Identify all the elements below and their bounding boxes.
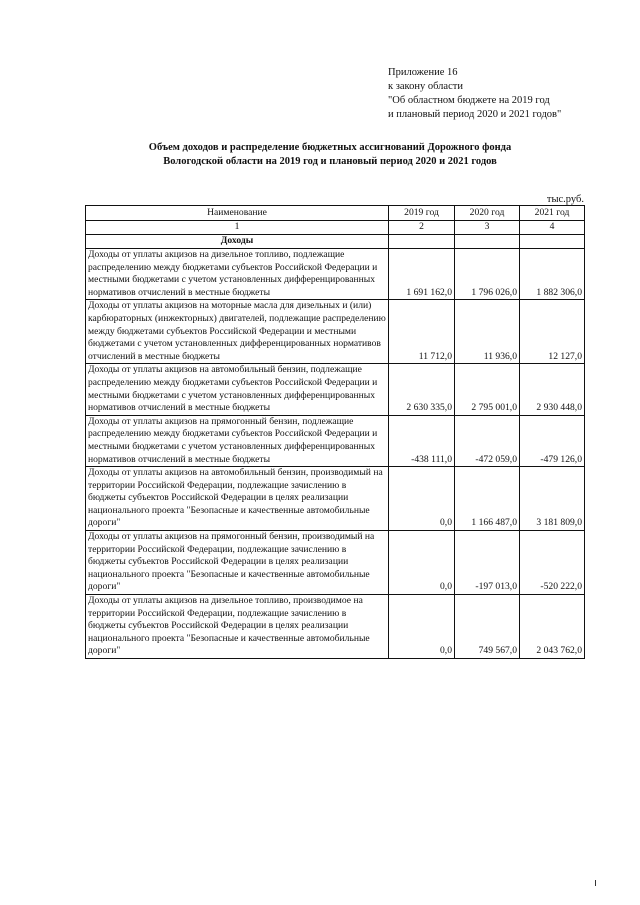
page-mark — [595, 880, 596, 886]
value-2019: 0,0 — [389, 467, 455, 531]
row-name: Доходы от уплаты акцизов на прямогонный бензин, подлежащие распределению между бюджетами субъектов Российской Федерации и местными бюджетами с учетом установленных дифференцированных нормативов отчислений в местные бюджеты — [86, 415, 389, 466]
row-name: Доходы от уплаты акцизов на автомобильный бензин, подлежащие распределению между бюджетами субъектов Российской Федерации и местными бюджетами с учетом установленных дифференцированных нормативов отчислений в местные бюджеты — [86, 364, 389, 415]
header-2021: 2021 год — [520, 206, 585, 221]
value-2019: 0,0 — [389, 531, 455, 595]
value-2021: 2 930 448,0 — [520, 364, 585, 415]
value-2021: -520 222,0 — [520, 531, 585, 595]
empty-cell — [455, 235, 520, 249]
value-2021: 2 043 762,0 — [520, 595, 585, 659]
annex-line-2: к закону области — [388, 81, 463, 92]
column-index: 1 — [86, 221, 389, 235]
row-name: Доходы от уплаты акцизов на дизельное топливо, подлежащие распределению между бюджетами субъектов Российской Федерации и местными бюджетами с учетом установленных дифференцированных нормативов отчислений в местные бюджеты — [86, 249, 389, 300]
value-2020: 2 795 001,0 — [455, 364, 520, 415]
section-row — [86, 235, 585, 249]
annex-reference — [388, 66, 628, 122]
value-2021: 1 882 306,0 — [520, 249, 585, 300]
empty-cell — [520, 235, 585, 249]
value-2019: 11 712,0 — [389, 300, 455, 364]
value-2020: -197 013,0 — [455, 531, 520, 595]
row-name: Доходы от уплаты акцизов на дизельное топливо, производимое на территории Российской Федерации, подлежащие зачислению в бюджеты субъектов Российской Федерации в целях реализации национального проекта "Безопасные и качественные автомобильные дороги" — [86, 595, 389, 659]
header-2020: 2020 год — [455, 206, 520, 221]
header-row — [86, 206, 585, 221]
table-row — [86, 300, 585, 364]
column-index: 4 — [520, 221, 585, 235]
section-label: Доходы — [86, 235, 389, 249]
value-2020: 749 567,0 — [455, 595, 520, 659]
value-2019: 1 691 162,0 — [389, 249, 455, 300]
title-line-1: Объем доходов и распределение бюджетных ассигнований Дорожного фонда — [148, 142, 512, 153]
header-2019: 2019 год — [389, 206, 455, 221]
annex-line-1: Приложение 16 — [388, 67, 458, 78]
value-2021: 12 127,0 — [520, 300, 585, 364]
budget-table — [85, 205, 585, 659]
column-index-row — [86, 221, 585, 235]
column-index: 3 — [455, 221, 520, 235]
table-row — [86, 531, 585, 595]
column-index: 2 — [389, 221, 455, 235]
row-name: Доходы от уплаты акцизов на автомобильный бензин, производимый на территории Российской Федерации, подлежащие зачислению в бюджеты субъектов Российской Федерации в целях реализации национального проекта "Безопасные и качественные автомобильные дороги" — [86, 467, 389, 531]
table-row — [86, 467, 585, 531]
value-2019: 2 630 335,0 — [389, 364, 455, 415]
document-title — [60, 141, 600, 169]
table-row — [86, 364, 585, 415]
row-name: Доходы от уплаты акцизов на моторные масла для дизельных и (или) карбюраторных (инжекторных) двигателей, подлежащие распределению между бюджетами субъектов Российской Федерации и местными бюджетами с учетом установленных дифференцированных нормативов отчислений в местные бюджеты — [86, 300, 389, 364]
value-2020: 1 166 487,0 — [455, 467, 520, 531]
title-line-2: Вологодской области на 2019 год и плановый период 2020 и 2021 годов — [163, 156, 497, 167]
value-2020: -472 059,0 — [455, 415, 520, 466]
table-row — [86, 595, 585, 659]
header-name: Наименование — [86, 206, 389, 221]
annex-line-3: "Об областном бюджете на 2019 год — [388, 95, 550, 106]
value-2019: 0,0 — [389, 595, 455, 659]
value-2021: -479 126,0 — [520, 415, 585, 466]
table-row — [86, 249, 585, 300]
empty-cell — [389, 235, 455, 249]
annex-line-4: и плановый период 2020 и 2021 годов" — [388, 109, 562, 120]
value-2020: 1 796 026,0 — [455, 249, 520, 300]
unit-label: тыс.руб. — [546, 194, 584, 205]
value-2021: 3 181 809,0 — [520, 467, 585, 531]
row-name: Доходы от уплаты акцизов на прямогонный бензин, производимый на территории Российской Федерации, подлежащие зачислению в бюджеты субъектов Российской Федерации в целях реализации национального проекта "Безопасные и качественные автомобильные дороги" — [86, 531, 389, 595]
value-2019: -438 111,0 — [389, 415, 455, 466]
value-2020: 11 936,0 — [455, 300, 520, 364]
table-row — [86, 415, 585, 466]
